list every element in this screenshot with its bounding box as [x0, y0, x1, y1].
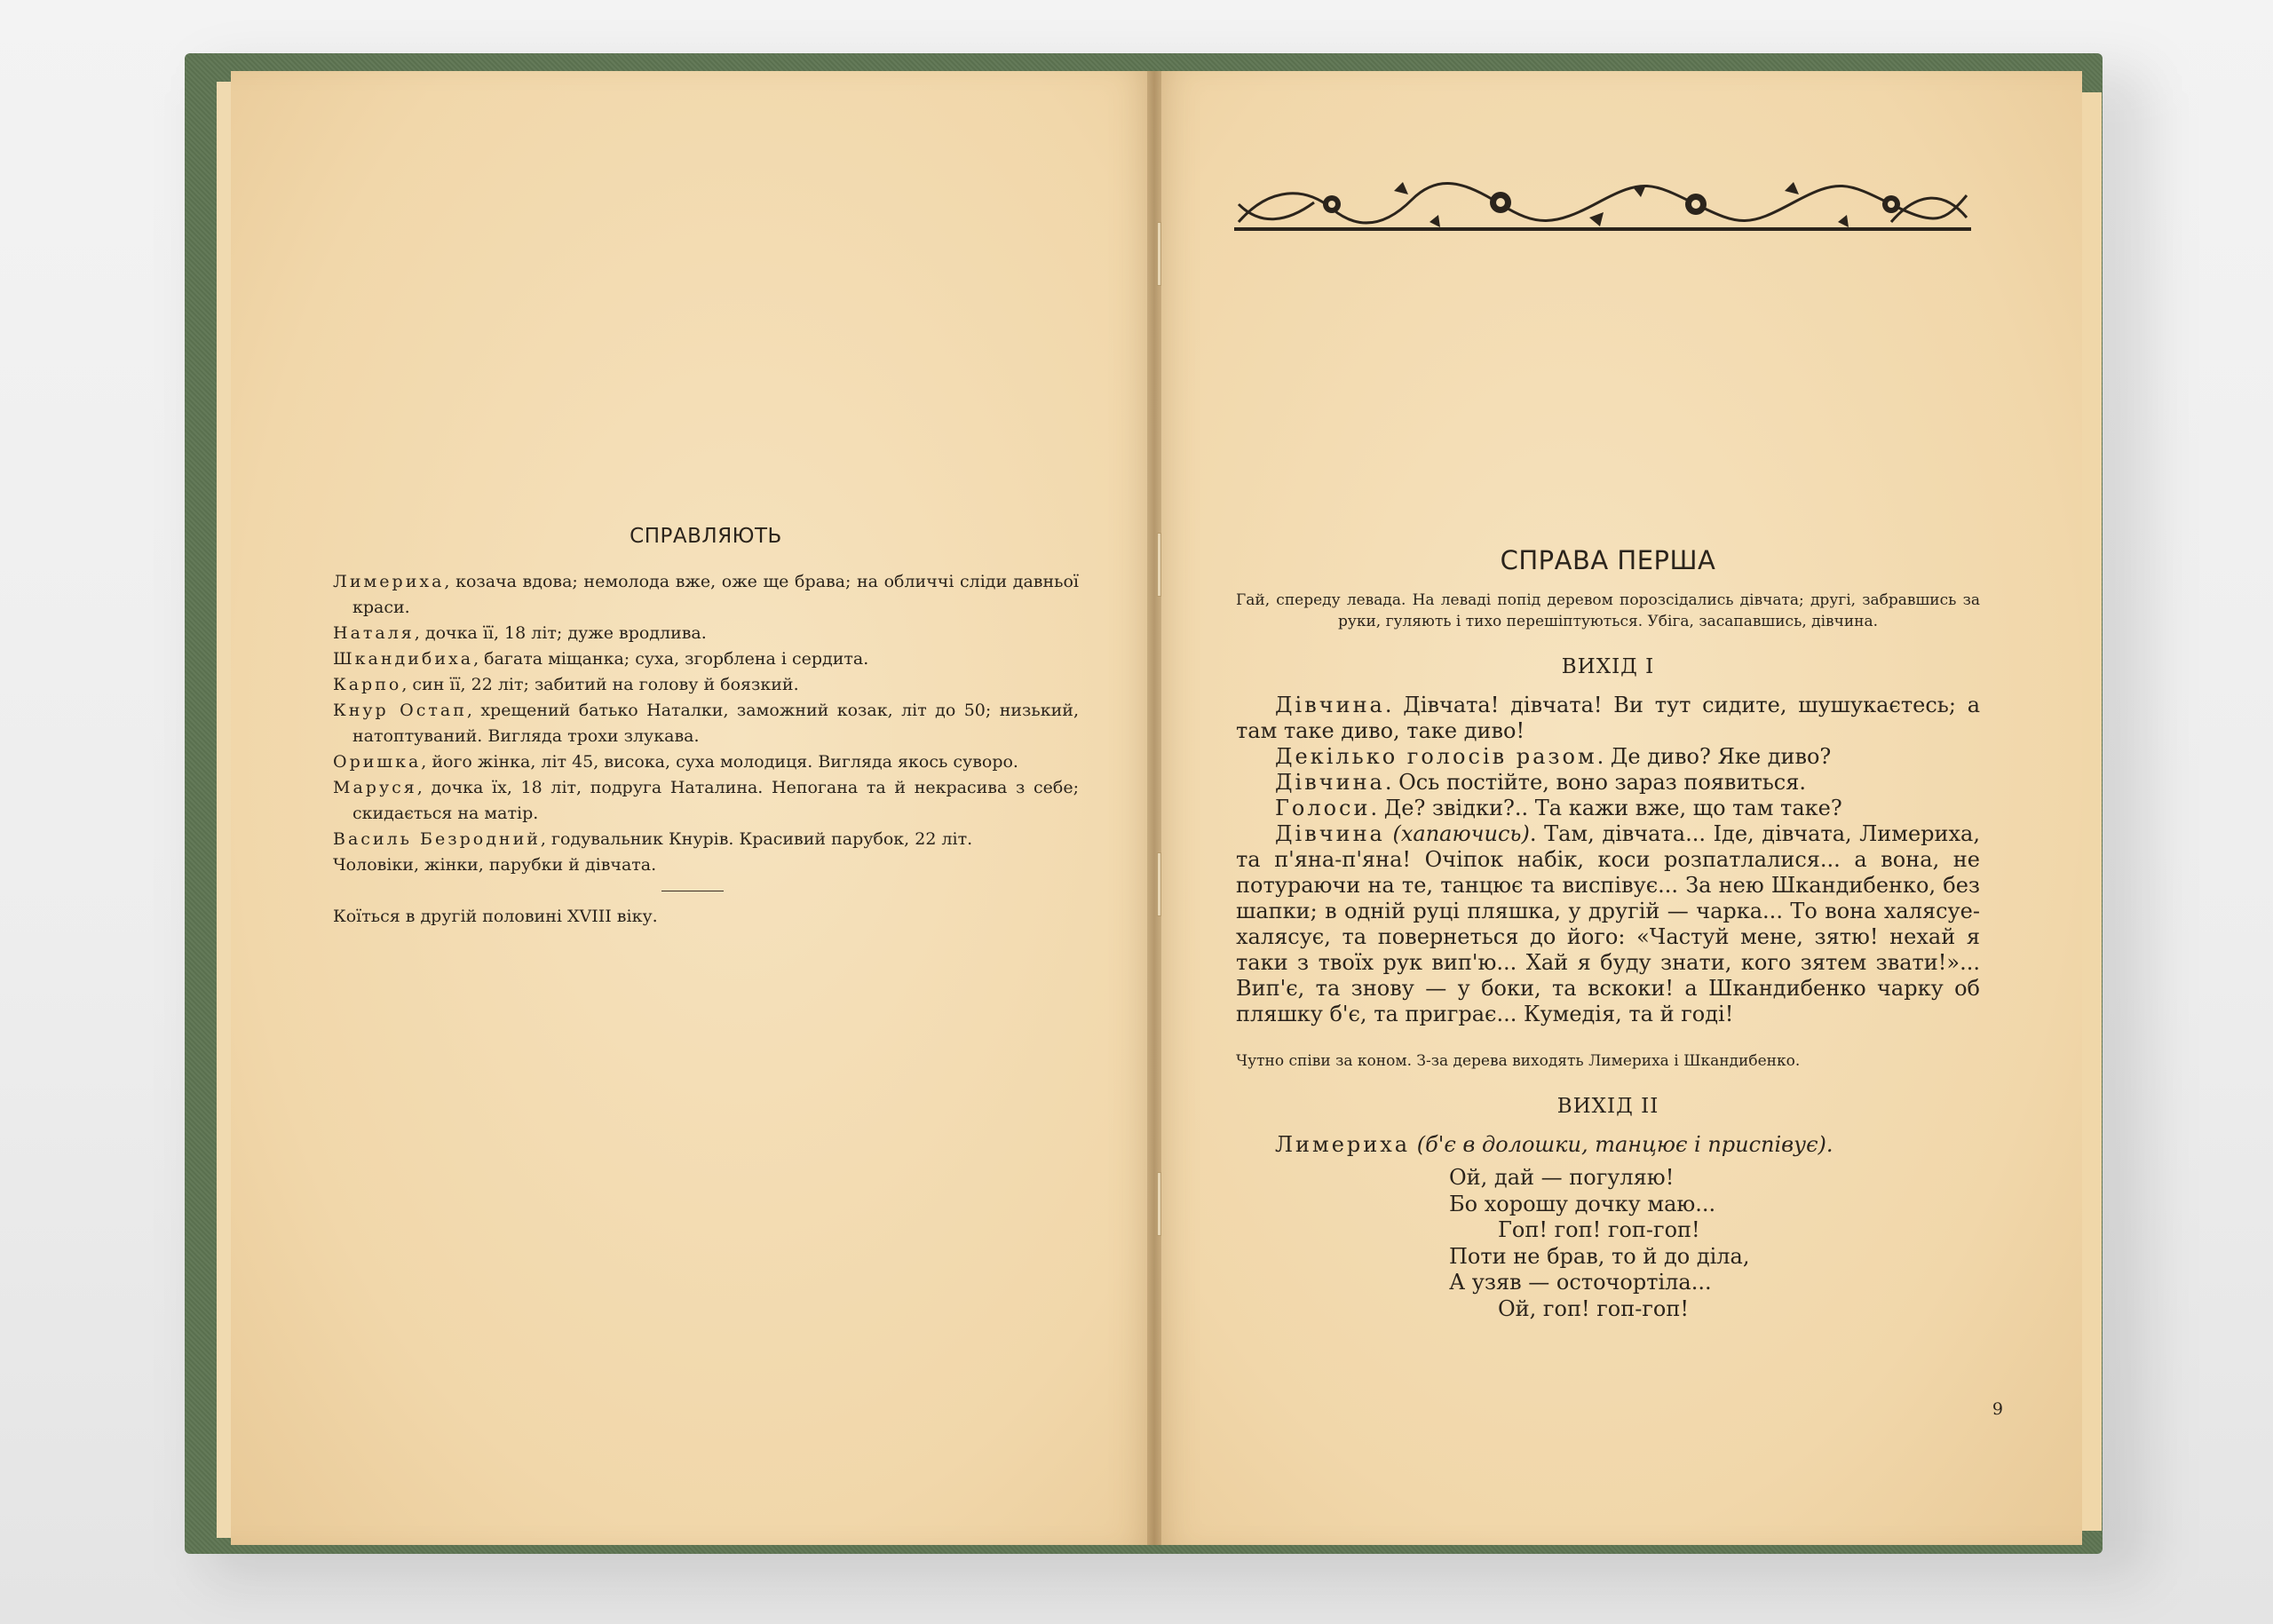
role-name: Лимериха [333, 572, 445, 591]
role-name: Карпо [333, 675, 402, 694]
role-entry [333, 852, 1079, 878]
role-entry [333, 698, 1079, 749]
role-entry [333, 621, 1079, 646]
setting-note: Коїться в другій половині XVIII віку. [333, 907, 658, 926]
book-gutter [1147, 71, 1161, 1545]
stage-direction: Чутно співи за коном. З-за дерева виходять Лимериха і Шкандибенко. [1236, 1052, 1801, 1070]
role-entry [333, 749, 1079, 775]
role-description: , багата міщанка; суха, згорблена і сердита. [473, 649, 869, 669]
speaker-name: Лимериха [1275, 1132, 1411, 1157]
dialogue-text: . Ось постійте, воно зараз появиться. [1384, 770, 1806, 795]
role-description: , дочка їх, 18 літ, подруга Наталина. Непогана та й некрасива з себе; скидається на матір. [352, 778, 1079, 823]
dialogue-line [1236, 796, 1980, 821]
role-description: , його жінка, літ 45, висока, суха молодиця. Вигляда якось суворо. [421, 752, 1018, 772]
role-entry [333, 827, 1079, 852]
dialogue-line [1236, 821, 1980, 1027]
role-entry [333, 775, 1079, 827]
dialogue-text: . Де диво? Яке диво? [1596, 744, 1832, 769]
dialogue-line [1236, 693, 1980, 744]
speaker-name: Дівчина [1275, 821, 1385, 846]
role-description: , дочка її, 18 літ; дуже вродлива. [414, 623, 707, 643]
floral-ornament-header [1234, 178, 1971, 233]
dialogue-line [1236, 770, 1980, 796]
role-description: , син її, 22 літ; забитий на голову й боязкий. [401, 675, 799, 694]
role-description: , козача вдова; немолода вже, оже ще брава; на обличчі сліди давньої краси. [352, 572, 1079, 617]
role-name: Кнур Остап [333, 701, 467, 720]
role-entry [333, 646, 1079, 672]
role-name: Василь Безродний [333, 829, 541, 849]
role-description: , годувальник Кнурів. Красивий парубок, 22 літ. [540, 829, 973, 849]
song-intro [1236, 1132, 1980, 1158]
scene-heading: ВИХІД ІІ [1556, 1095, 1659, 1118]
scene-heading: ВИХІД І [1561, 655, 1655, 678]
speaker-name: Декілько голосів разом [1275, 744, 1597, 769]
act-title: СПРАВА ПЕРША [1500, 545, 1716, 575]
role-name: Оришка [333, 752, 422, 772]
role-description: , хрещений батько Наталки, заможний козак, літ до 50; низький, натоптуваний. Вигляда трохи злукава. [352, 701, 1079, 746]
dialogue-line [1236, 744, 1980, 770]
verse-line: А узяв — осточортіла... [1449, 1270, 1712, 1295]
dialogue-text: . Там, дівчата... Іде, дівчата, Лимериха, та п'яна-п'яна! Очіпок набік, коси розпатлалися... а вона, не потураючи на те, танцює та виспівує... За нею Шкандибенко, без шапки; в одній руці пляшка, у другій — чарка... То вона халясуе-халясує, та повернеться до його: «Частуй мене, зятю! нехай я таки з твоїх рук вип'ю... Хай я буду знати, кого зятем звати!»... Вип'є, та знову — у боки, та вскоки! а Шкандибенко чарку об пляшку б'є, та приграє... Кумедія, та й годі! [1236, 821, 1980, 1026]
verse-line: Ой, дай — погуляю! [1449, 1165, 1675, 1190]
role-description: Чоловіки, жінки, парубки й дівчата. [333, 855, 657, 875]
binding-stitch [1157, 222, 1161, 286]
verse-line: Бо хорошу дочку маю... [1449, 1191, 1716, 1216]
role-entry [333, 672, 1079, 698]
cast-heading: СПРАВЛЯЮТЬ [630, 525, 782, 548]
speaker-name: Голоси [1275, 796, 1371, 820]
speaker-name: Дівчина [1275, 693, 1385, 717]
song-verse [1449, 1165, 1980, 1322]
roles-list [333, 569, 1079, 878]
stage-remark: (хапаючись) [1392, 821, 1530, 846]
cast-list [333, 524, 1079, 930]
act-one [1236, 545, 2003, 1419]
role-name: Маруся [333, 778, 417, 797]
binding-stitch [1157, 852, 1161, 916]
dialogue-text: . Де? звідки?.. Та кажи вже, що там таке? [1370, 796, 1842, 820]
stage-direction: Гай, спереду левада. На леваді попід деревом порозсідались дівчата; другі, забравшись за руки, гуляють і тихо перешіптуються. Убіга, засапавшись, дівчина. [1236, 591, 1980, 630]
stage-remark: (б'є в долошки, танцює і приспівує). [1416, 1132, 1833, 1157]
dialogue-text: . Дівчата! дівчата! Ви тут сидите, шушукаєтесь; а там таке диво, таке диво! [1236, 693, 1980, 743]
dialogue [1236, 693, 1980, 1027]
role-name: Наталя [333, 623, 415, 643]
speaker-name: Дівчина [1275, 770, 1385, 795]
role-entry [333, 569, 1079, 621]
verse-line: Поти не брав, то й до діла, [1449, 1243, 1750, 1269]
binding-stitch [1157, 1172, 1161, 1236]
role-name: Шкандибиха [333, 649, 474, 669]
page-number: 9 [1992, 1399, 2003, 1419]
binding-stitch [1157, 533, 1161, 597]
verse-line: Ой, гоп! гоп-гоп! [1498, 1295, 1690, 1321]
verse-line: Гоп! гоп! гоп-гоп! [1498, 1217, 1700, 1242]
